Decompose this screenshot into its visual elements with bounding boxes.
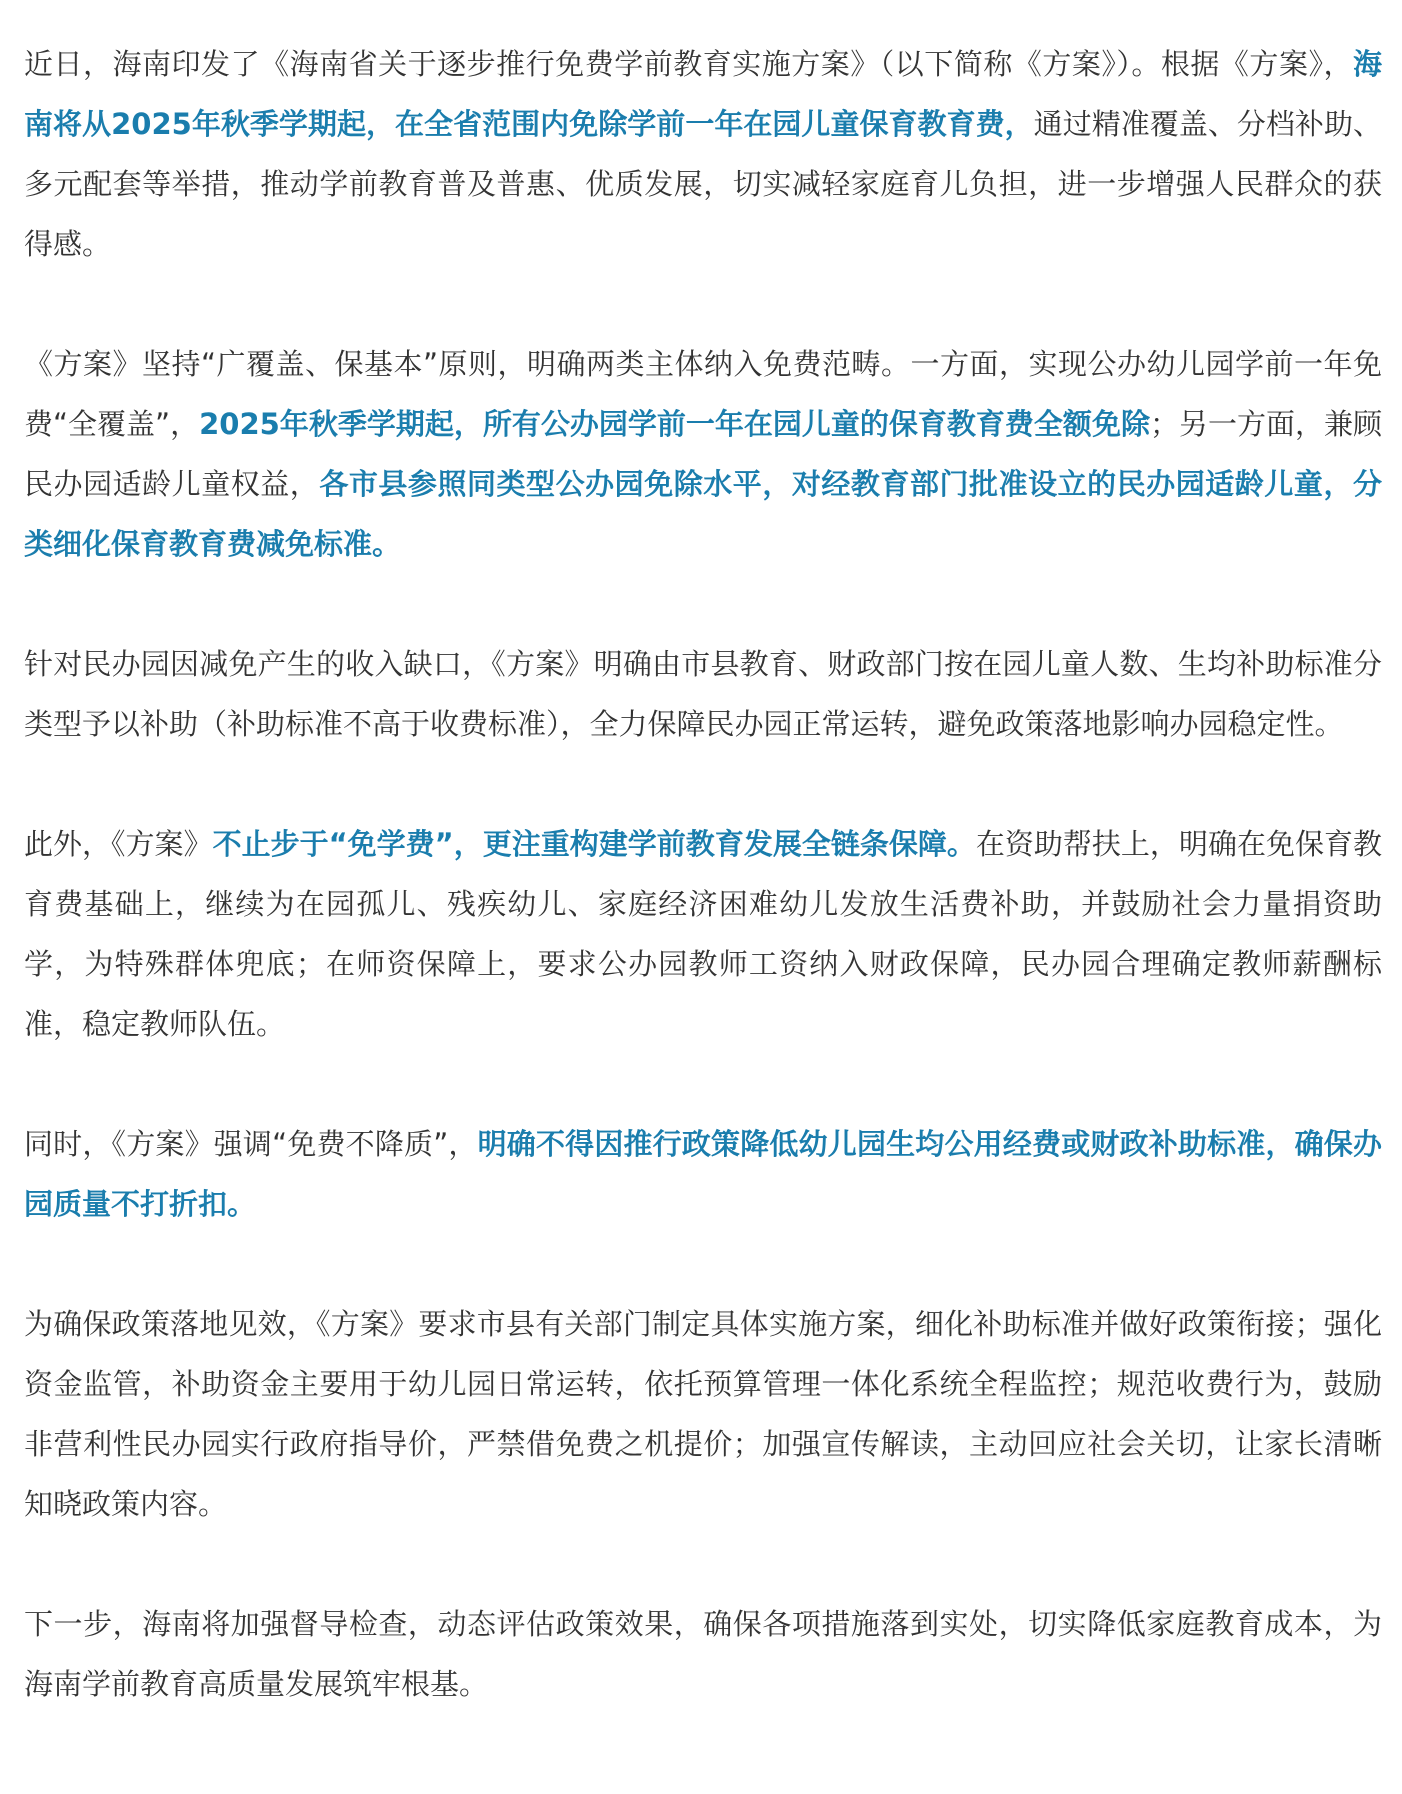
- text-segment: 通过精准覆盖、分档补助、多元配套等举措，推动学前教育普及普惠、优质发展，切实减轻家庭育儿负担，进一步增强人民群众的获得感。: [24, 107, 1382, 261]
- highlighted-text: 不止步于“免学费”，更注重构建学前教育发展全链条保障。: [212, 827, 976, 861]
- text-segment: ；另一方面，兼顾民办园适龄儿童权益，: [24, 407, 1382, 501]
- paragraph-4: [24, 814, 1382, 1054]
- text-segment: 在资助帮扶上，明确在免保育教育费基础上，继续为在园孤儿、残疾幼儿、家庭经济困难幼儿发放生活费补助，并鼓励社会力量捐资助学，为特殊群体兜底；在师资保障上，要求公办园教师工资纳入财政保障，民办园合理确定教师薪酬标准，稳定教师队伍。: [24, 827, 1382, 1041]
- article-body: [24, 34, 1382, 1714]
- highlighted-text: 各市县参照同类型公办园免除水平，对经教育部门批准设立的民办园适龄儿童，分类细化保育教育费减免标准。: [24, 467, 1382, 561]
- highlighted-text: 2025年秋季学期起，所有公办园学前一年在园儿童的保育教育费全额免除: [199, 407, 1150, 441]
- text-segment: 下一步，海南将加强督导检查，动态评估政策效果，确保各项措施落到实处，切实降低家庭教育成本，为海南学前教育高质量发展筑牢根基。: [24, 1607, 1382, 1701]
- text-segment: 《方案》坚持“广覆盖、保基本”原则，明确两类主体纳入免费范畴。一方面，实现公办幼儿园学前一年免费“全覆盖”，: [24, 347, 1382, 441]
- text-segment: 为确保政策落地见效，《方案》要求市县有关部门制定具体实施方案，细化补助标准并做好政策衔接；强化资金监管，补助资金主要用于幼儿园日常运转，依托预算管理一体化系统全程监控；规范收费行为，鼓励非营利性民办园实行政府指导价，严禁借免费之机提价；加强宣传解读，主动回应社会关切，让家长清晰知晓政策内容。: [24, 1307, 1382, 1521]
- paragraph-6: [24, 1294, 1382, 1534]
- highlighted-text: 明确不得因推行政策降低幼儿园生均公用经费或财政补助标准，确保办园质量不打折扣。: [24, 1127, 1382, 1221]
- paragraph-7: [24, 1594, 1382, 1714]
- text-segment: 此外，《方案》: [24, 827, 213, 861]
- paragraph-1: [24, 34, 1382, 274]
- highlighted-text: 海南将从2025年秋季学期起，在全省范围内免除学前一年在园儿童保育教育费，: [24, 47, 1382, 141]
- paragraph-5: [24, 1114, 1382, 1234]
- text-segment: 近日，海南印发了《海南省关于逐步推行免费学前教育实施方案》（以下简称《方案》）。根据《方案》，: [24, 47, 1353, 81]
- paragraph-3: [24, 634, 1382, 754]
- text-segment: 同时，《方案》强调“免费不降质”，: [24, 1127, 478, 1161]
- text-segment: 针对民办园因减免产生的收入缺口，《方案》明确由市县教育、财政部门按在园儿童人数、生均补助标准分类型予以补助（补助标准不高于收费标准），全力保障民办园正常运转，避免政策落地影响办园稳定性。: [24, 647, 1382, 741]
- paragraph-2: [24, 334, 1382, 574]
